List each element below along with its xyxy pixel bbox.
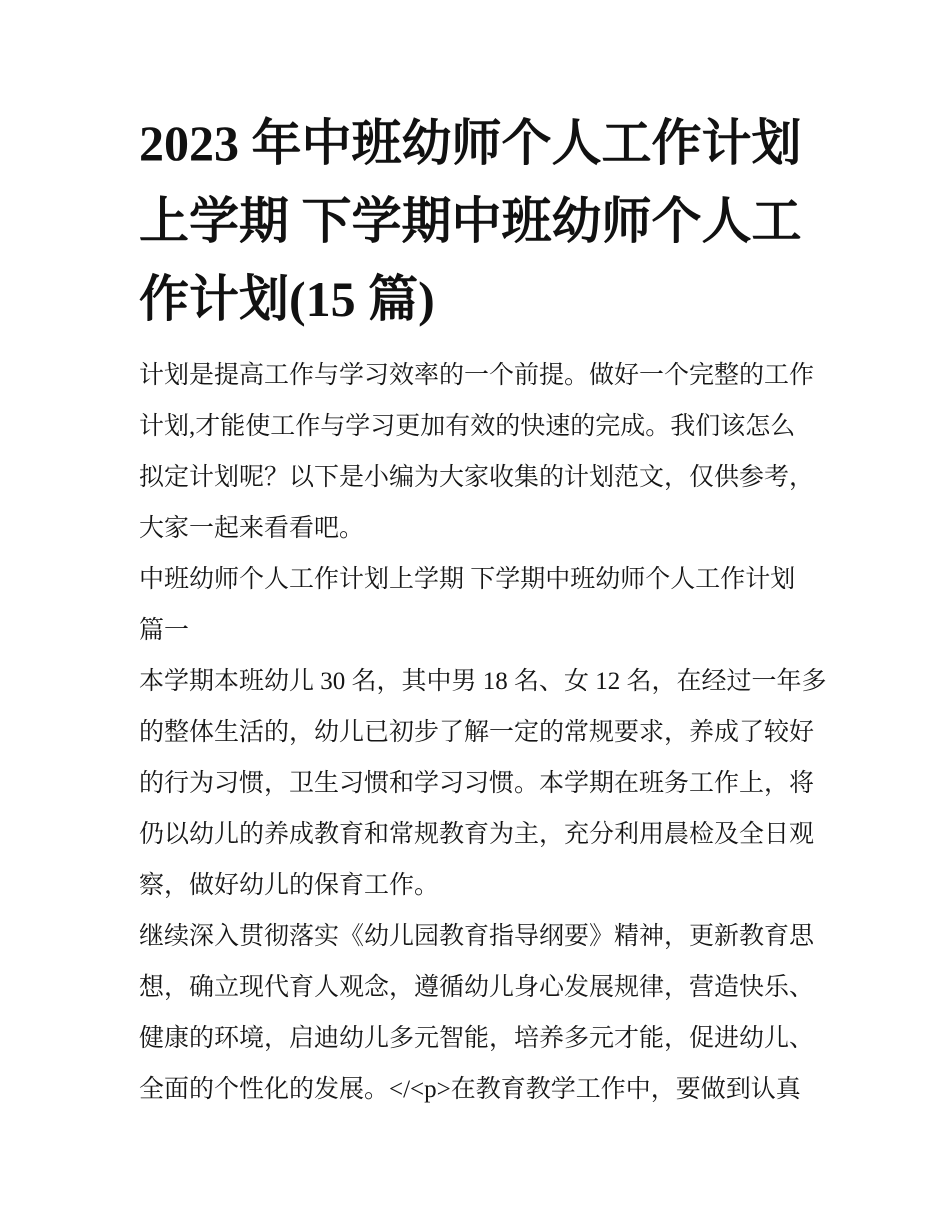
- paragraph-body-1: [139, 656, 839, 911]
- document-body: [139, 350, 839, 1115]
- paragraph-body-2: [139, 911, 839, 1115]
- text-line: 继续深入贯彻落实《幼儿园教育指导纲要》精神，更新教育思: [139, 923, 815, 950]
- text-line: 计划是提高工作与学习效率的一个前提。做好一个完整的工作: [139, 362, 815, 389]
- document-content: [139, 104, 839, 1115]
- text-line: 大家一起来看看吧。: [139, 515, 365, 542]
- text-line: 的行为习惯，卫生习惯和学习习惯。本学期在班务工作上，将: [139, 770, 815, 797]
- document-title: [139, 104, 839, 338]
- text-line: 仍以幼儿的养成教育和常规教育为主，充分利用晨检及全日观: [139, 821, 815, 848]
- text-line: 想，确立现代育人观念，遵循幼儿身心发展规律，营造快乐、: [139, 974, 815, 1001]
- title-line-1: 2023 年中班幼师个人工作计划: [139, 115, 802, 171]
- section-label-line: 篇一: [139, 617, 190, 644]
- paragraph-section-heading: [139, 554, 839, 605]
- text-line: 的整体生活的，幼儿已初步了解一定的常规要求，养成了较好: [139, 719, 815, 746]
- paragraph-section-label: [139, 605, 839, 656]
- text-line: 察，做好幼儿的保育工作。: [139, 872, 440, 899]
- text-line: 计划,才能使工作与学习更加有效的快速的完成。我们该怎么: [139, 413, 796, 440]
- section-heading-line: 中班幼师个人工作计划上学期 下学期中班幼师个人工作计划: [139, 566, 796, 593]
- paragraph-intro: [139, 350, 839, 554]
- text-line: 拟定计划呢？以下是小编为大家收集的计划范文，仅供参考，: [139, 464, 815, 491]
- title-line-3: 作计划(15 篇): [139, 271, 435, 327]
- title-line-2: 上学期 下学期中班幼师个人工: [139, 193, 802, 249]
- text-line: 健康的环境，启迪幼儿多元智能，培养多元才能，促进幼儿、: [139, 1025, 815, 1052]
- text-line: 本学期本班幼儿 30 名，其中男 18 名、女 12 名，在经过一年多: [139, 668, 827, 695]
- text-line: 全面的个性化的发展。</<p>在教育教学工作中，要做到认真: [139, 1076, 801, 1103]
